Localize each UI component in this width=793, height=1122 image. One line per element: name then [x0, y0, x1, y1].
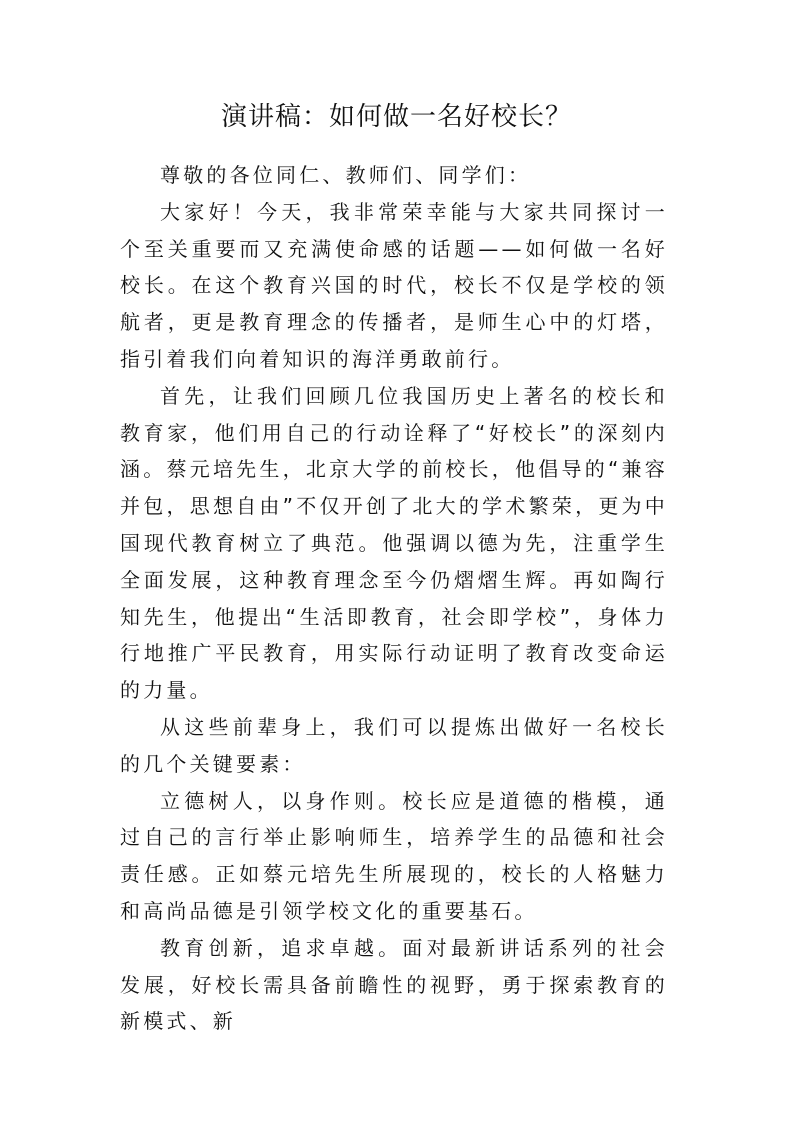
document-body [120, 157, 668, 1040]
paragraph-moral-education: 立德树人，以身作则。校长应是道德的楷模，通过自己的言行举止影响师生，培养学生的品德和社会责任感。正如蔡元培先生所展现的，校长的人格魅力和高尚品德是引领学校文化的重要基石。 [120, 788, 668, 923]
paragraph-opening: 大家好！今天，我非常荣幸能与大家共同探讨一个至关重要而又充满使命感的话题——如何做一名好校长。在这个教育兴国的时代，校长不仅是学校的领航者，更是教育理念的传播者，是师生心中的灯塔，指引着我们向着知识的海洋勇敢前行。 [120, 199, 668, 371]
paragraph-key-elements: 从这些前辈身上，我们可以提炼出做好一名校长的几个关键要素： [120, 714, 668, 776]
paragraph-greeting: 尊敬的各位同仁、教师们、同学们： [160, 163, 532, 187]
paragraph-history: 首先，让我们回顾几位我国历史上著名的校长和教育家，他们用自己的行动诠释了“好校长”的深刻内涵。蔡元培先生，北京大学的前校长，他倡导的“兼容并包，思想自由”不仅开创了北大的学术繁荣，更为中国现代教育树立了典范。他强调以德为先，注重学生全面发展，这种教育理念至今仍熠熠生辉。再如陶行知先生，他提出“生活即教育，社会即学校”，身体力行地推广平民教育，用实际行动证明了教育改变命运的力量。 [120, 383, 668, 703]
paragraph-innovation: 教育创新，追求卓越。面对最新讲话系列的社会发展，好校长需具备前瞻性的视野，勇于探索教育的新模式、新 [120, 935, 668, 1034]
page-title: 演讲稿：如何做一名好校长？ [220, 102, 572, 132]
